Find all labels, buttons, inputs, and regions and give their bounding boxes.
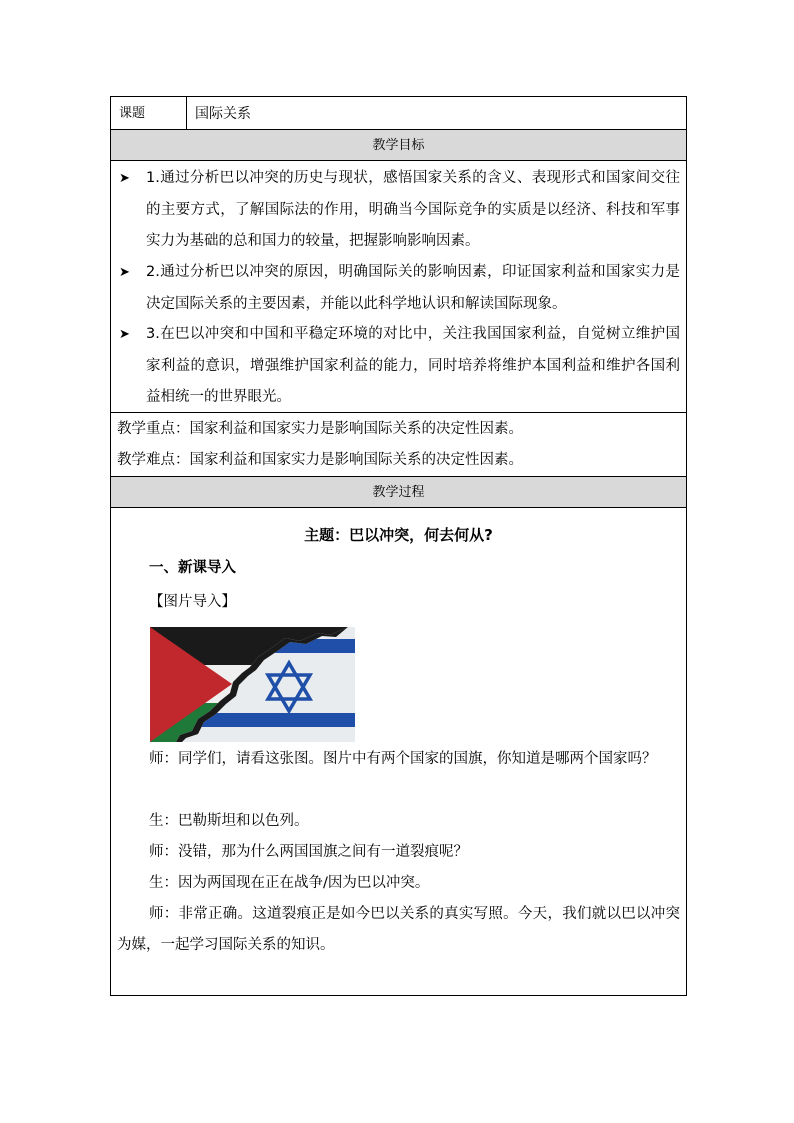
cracked-flags-image [150, 627, 355, 742]
dialogue-line: 师：非常正确。这道裂痕正是如今巴以关系的真实写照。今天，我们就以巴以冲突为媒，一起学习国际关系的知识。 [117, 906, 680, 953]
goal-text: 1.通过分析巴以冲突的历史与现状，感悟国家关系的含义、表现形式和国家间交往的主要方式，了解国际法的作用，明确当今国际竞争的实质是以经济、科技和军事实力为基础的总和国力的较量，把握影响影响因素。 [146, 170, 680, 249]
lesson-plan-table [110, 96, 687, 996]
key-points-section [111, 413, 686, 477]
topic-label: 课题 [111, 97, 187, 129]
process-header: 教学过程 [111, 477, 686, 508]
topic-value: 国际关系 [195, 106, 251, 122]
image-intro-label: 【图片导入】 [149, 594, 236, 610]
section-heading: 一、新课导入 [149, 560, 236, 576]
goals-section [111, 161, 686, 413]
goal-text: 3.在巴以冲突和中国和平稳定环境的对比中，关注我国国家利益，自觉树立维护国家利益的意识，增强维护国家利益的能力，同时培养将维护本国利益和维护各国利益相统一的世界眼光。 [146, 326, 680, 405]
goal-text: 2.通过分析巴以冲突的原因，明确国际关的影响因素，印证国家利益和国家实力是决定国际关系的主要因素，并能以此科学地认识和解读国际现象。 [146, 264, 680, 312]
arrow-bullet-icon: ➤ [119, 327, 130, 342]
dialogue-line: 生：因为两国现在正在战争/因为巴以冲突。 [149, 875, 430, 891]
lesson-theme: 主题：巴以冲突，何去何从? [304, 526, 493, 544]
dialogue-line: 师：同学们，请看这张图。图片中有两个国家的国旗，你知道是哪两个国家吗？ [149, 751, 657, 767]
arrow-bullet-icon: ➤ [119, 265, 130, 280]
arrow-bullet-icon: ➤ [119, 171, 130, 186]
dialogue-line: 师：没错，那为什么两国国旗之间有一道裂痕呢？ [149, 844, 468, 860]
goals-header: 教学目标 [111, 130, 686, 161]
dialogue-line: 生：巴勒斯坦和以色列。 [149, 813, 309, 829]
topic-row [111, 97, 686, 130]
teaching-difficulty: 教学难点：国家利益和国家实力是影响国际关系的决定性因素。 [117, 452, 523, 468]
teaching-focus: 教学重点：国家利益和国家实力是影响国际关系的决定性因素。 [117, 421, 523, 437]
process-section [111, 508, 686, 995]
